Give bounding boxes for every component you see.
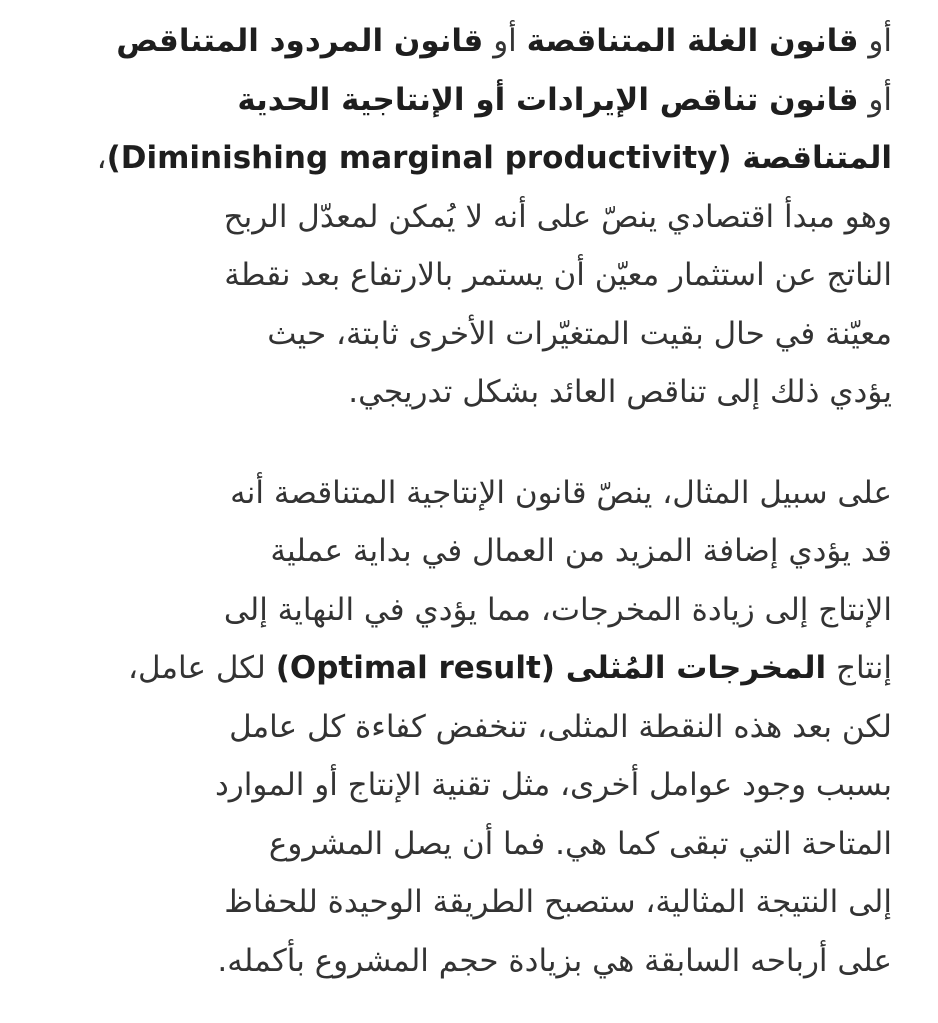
paragraph-1-line-6: معيّنة في حال بقيت المتغيّرات الأخرى ثابتة، حيث (267, 315, 892, 352)
paragraph-1-line-2 (46, 71, 892, 130)
paragraph-spacer (46, 422, 892, 464)
paragraph-2-line-3: الإنتاج إلى زيادة المخرجات، مما يؤدي في النهاية إلى (223, 591, 892, 628)
bold-term-diminishing-yield-law: قانون الغلة المتناقصة (526, 23, 859, 59)
bold-term-diminishing-revenue-law: قانون تناقص الإيرادات أو الإنتاجية الحدية (237, 81, 859, 118)
text-fragment: لكل عامل، (127, 650, 276, 686)
bold-term-diminishing-returns-law: قانون المردود المتناقص (116, 23, 484, 59)
paragraph-1-line-1 (46, 12, 892, 71)
paragraph-2 (46, 464, 892, 991)
paragraph-2-line-7: المتاحة التي تبقى كما هي. فما أن يصل المشروع (268, 825, 892, 862)
paragraph-2-line-4 (46, 639, 892, 698)
bold-term-diminishing-marginal-productivity: المتناقصة (Diminishing marginal productivity) (106, 140, 892, 176)
paragraph-1-line-3 (46, 129, 892, 188)
text-fragment: إنتاج (826, 650, 892, 686)
bold-term-optimal-result: المخرجات المُثلى (Optimal result) (275, 650, 827, 686)
paragraph-1-line-7: يؤدي ذلك إلى تناقص العائد بشكل تدريجي. (348, 374, 892, 410)
paragraph-1-line-5: الناتج عن استثمار معيّن أن يستمر بالارتفاع بعد نقطة (224, 257, 892, 293)
paragraph-2-line-5: لكن بعد هذه النقطة المثلى، تنخفض كفاءة كل عامل (229, 708, 892, 745)
text-fragment: أو (483, 23, 527, 59)
text-fragment: أو (858, 81, 892, 118)
paragraph-2-line-2: قد يؤدي إضافة المزيد من العمال في بداية عملية (270, 533, 892, 569)
text-fragment: أو (858, 23, 892, 59)
paragraph-2-line-9: على أرباحه السابقة هي بزيادة حجم المشروع بأكمله. (217, 942, 892, 979)
paragraph-2-line-6: بسبب وجود عوامل أخرى، مثل تقنية الإنتاج أو الموارد (215, 767, 892, 803)
paragraph-1-line-4: وهو مبدأ اقتصادي ينصّ على أنه لا يُمكن لمعدّل الربح (223, 198, 892, 235)
text-fragment: ، (96, 140, 107, 176)
paragraph-2-line-1: على سبيل المثال، ينصّ قانون الإنتاجية المتناقصة أنه (230, 474, 892, 511)
paragraph-2-line-8: إلى النتيجة المثالية، ستصبح الطريقة الوحيدة للحفاظ (224, 884, 892, 920)
paragraph-1 (46, 12, 892, 422)
